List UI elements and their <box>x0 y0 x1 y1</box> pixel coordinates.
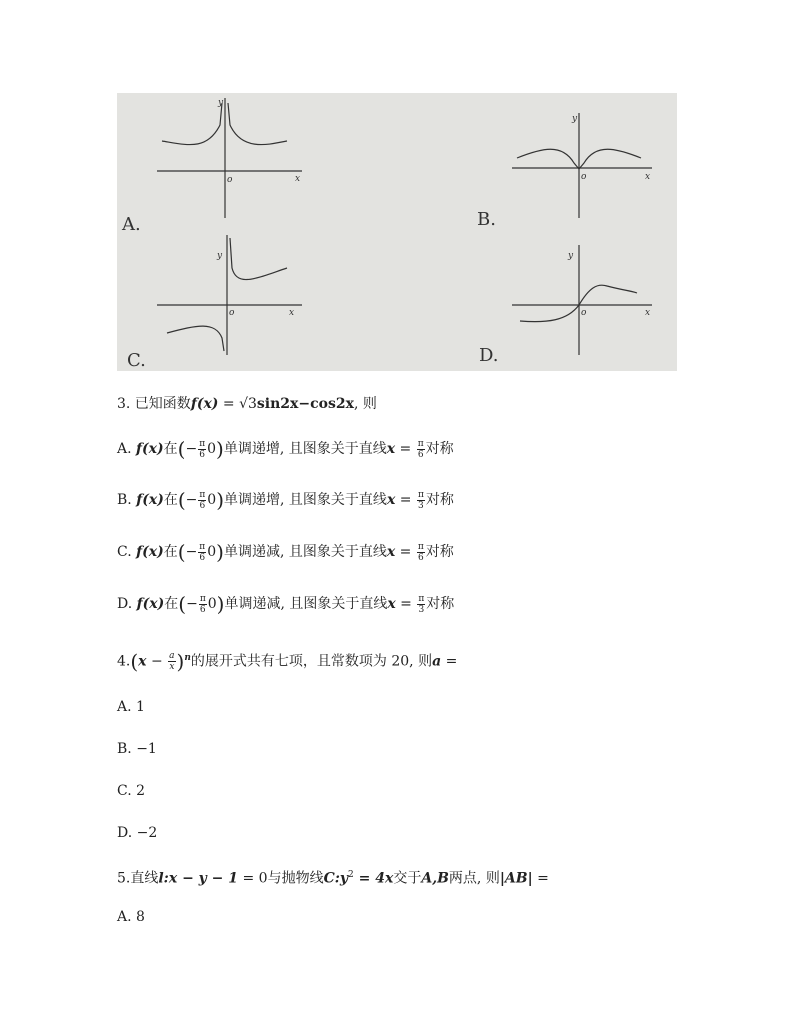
q3-d-sden: 3 <box>418 604 425 615</box>
q3-a-rp: ) <box>216 437 224 461</box>
q5-eq0: = 0 <box>238 870 268 887</box>
q3-c-sym: 对称 <box>425 544 454 560</box>
q3-b-frac <box>198 490 206 511</box>
q5-pts: A,B <box>421 870 449 887</box>
q3-d-lp: ( <box>178 592 187 616</box>
graph-c-x-label: x <box>289 308 295 318</box>
q3-d-rp: ) <box>216 592 225 616</box>
q3-d-in: 在 <box>164 596 179 612</box>
graph-d-x-label: x <box>645 308 651 318</box>
q4-fden: x <box>169 662 175 673</box>
q3-a-num: π <box>199 438 206 449</box>
graph-b-y-label: y <box>572 114 578 124</box>
q5-eq: = <box>532 870 549 887</box>
q3-d-num: π <box>199 593 206 604</box>
q3-a-sfrac <box>417 439 425 460</box>
q3-b-label: B. <box>117 492 132 508</box>
function-graphs-photo <box>117 93 677 371</box>
q5-line-eq: l:x − y − 1 <box>158 870 239 887</box>
q3-c-fx: f(x) <box>136 544 164 560</box>
q4-num: 4. <box>117 653 131 670</box>
q3-a-lp: ( <box>177 437 186 461</box>
q4-a: a <box>432 653 442 670</box>
q4-lp: ( <box>130 649 139 674</box>
q4-stem <box>117 647 457 673</box>
graph-b-x-label: x <box>645 172 651 182</box>
q3-expr: sin2x−cos2x <box>256 396 354 412</box>
q3-b-zero: 0 <box>207 492 217 508</box>
q3-c-sden: 6 <box>417 552 424 563</box>
q3-d-x: x <box>387 596 396 612</box>
q4-option-a: A. 1 <box>117 699 145 715</box>
q3-c-den: 6 <box>199 552 206 563</box>
q3-d-neg: − <box>186 596 198 612</box>
q5-stem <box>117 864 549 890</box>
q3-sqrt: √3 <box>239 396 257 412</box>
q3-b-x: x <box>386 492 396 508</box>
q4-frac <box>168 651 175 672</box>
q3-d-snum: π <box>418 593 425 604</box>
q3-b-sym: 对称 <box>425 492 454 508</box>
q3-b-den: 6 <box>199 500 206 511</box>
q3-b-num: π <box>199 489 206 500</box>
q3-a-eq: = <box>395 441 416 457</box>
q3-a-neg: − <box>185 441 198 457</box>
q3-option-a <box>117 438 454 460</box>
q3-c-in: 在 <box>163 544 178 560</box>
q3-a-in: 在 <box>163 441 178 457</box>
q4-option-d: D. −2 <box>117 825 158 841</box>
q3-option-b <box>117 489 454 511</box>
q3-option-c <box>117 541 454 563</box>
option-b-label: B. <box>477 209 496 230</box>
q4-rp: ) <box>176 649 185 674</box>
q3-a-sym: 对称 <box>425 441 454 457</box>
q3-c-snum: π <box>417 541 424 552</box>
option-d-label: D. <box>479 345 499 366</box>
q5-sq: 2 <box>348 870 354 880</box>
q3-b-sden: 3 <box>418 500 424 511</box>
q3-d-label: D. <box>117 596 133 612</box>
q3-b-sfrac <box>417 490 425 511</box>
q5-line-text: 直线 <box>130 870 159 887</box>
graph-b <box>512 113 652 218</box>
q5-ab: |AB| <box>499 870 533 887</box>
q3-c-label: C. <box>117 544 132 560</box>
q3-a-sden: 6 <box>417 449 424 460</box>
graph-a-y-label: y <box>218 98 224 108</box>
q5-meet: 交于 <box>393 870 422 887</box>
option-c-label: C. <box>127 350 146 371</box>
q3-suffix: , 则 <box>353 396 377 412</box>
graph-b-origin: o <box>581 172 587 182</box>
graph-d-y-label: y <box>568 251 574 261</box>
q3-d-mono: 单调递减, 且图象关于直线 <box>224 596 388 612</box>
q3-a-frac <box>198 439 206 460</box>
q3-b-mono: 单调递增, 且图象关于直线 <box>224 492 387 508</box>
graph-a-origin: o <box>227 175 233 185</box>
q3-c-frac <box>198 542 206 563</box>
q5-option-a: A. 8 <box>117 909 145 925</box>
q4-minus: − <box>146 653 168 670</box>
q3-c-neg: − <box>185 544 198 560</box>
q3-b-rp: ) <box>216 488 225 512</box>
q4-fnum: a <box>169 651 175 662</box>
q3-c-rp: ) <box>216 540 224 564</box>
q3-prefix: 3. 已知函数 <box>117 396 191 412</box>
q3-a-den: 6 <box>199 449 206 460</box>
q3-c-eq: = <box>395 544 416 560</box>
q4-option-c: C. 2 <box>117 783 146 799</box>
q3-d-zero: 0 <box>207 596 217 612</box>
q3-a-mono: 单调递增, 且图象关于直线 <box>223 441 387 457</box>
q5-with: 与抛物线 <box>267 870 324 887</box>
graph-d <box>512 245 652 355</box>
q3-c-x: x <box>386 544 396 560</box>
q4-text: 的展开式共有七项，且常数项为 20, 则 <box>190 653 433 670</box>
q3-option-d <box>117 593 454 615</box>
q3-b-neg: − <box>185 492 198 508</box>
q3-a-label: A. <box>117 441 132 457</box>
q3-c-num: π <box>199 541 206 552</box>
q4-option-b: B. −1 <box>117 741 157 757</box>
option-a-label: A. <box>122 214 141 235</box>
q3-d-frac <box>199 594 207 615</box>
q3-c-lp: ( <box>177 540 186 564</box>
q4-eq: = <box>441 653 458 670</box>
q3-d-sym: 对称 <box>426 596 455 612</box>
q3-fx: f(x) <box>190 396 219 412</box>
graph-d-origin: o <box>581 308 587 318</box>
q3-d-den: 6 <box>199 604 206 615</box>
q4-x: x <box>138 653 147 670</box>
q3-a-zero: 0 <box>207 441 217 457</box>
q3-b-eq: = <box>395 492 416 508</box>
graph-a-x-label: x <box>295 174 301 184</box>
q3-eq: = <box>218 396 240 412</box>
q5-two: 两点, 则 <box>448 870 500 887</box>
graph-c <box>157 235 302 355</box>
q3-b-in: 在 <box>163 492 178 508</box>
q5-parab-rhs: = 4x <box>353 870 394 887</box>
q3-d-eq: = <box>395 596 417 612</box>
q3-b-snum: π <box>417 489 424 500</box>
graph-a <box>157 98 302 218</box>
q3-d-sfrac <box>417 594 425 615</box>
q5-parab: C:y <box>323 870 349 887</box>
q3-a-x: x <box>386 441 396 457</box>
q5-num: 5. <box>117 870 131 887</box>
graph-c-origin: o <box>229 308 235 318</box>
q3-c-sfrac <box>417 542 425 563</box>
q3-stem <box>117 393 377 415</box>
q3-b-lp: ( <box>177 488 186 512</box>
q3-d-fx: f(x) <box>136 596 165 612</box>
graph-c-y-label: y <box>217 251 223 261</box>
q3-c-zero: 0 <box>207 544 217 560</box>
q3-a-snum: π <box>417 438 424 449</box>
q3-b-fx: f(x) <box>136 492 164 508</box>
graphs-svg <box>117 93 677 371</box>
q3-a-fx: f(x) <box>136 441 164 457</box>
q4-exp: n <box>184 653 191 663</box>
q3-c-mono: 单调递减, 且图象关于直线 <box>223 544 387 560</box>
